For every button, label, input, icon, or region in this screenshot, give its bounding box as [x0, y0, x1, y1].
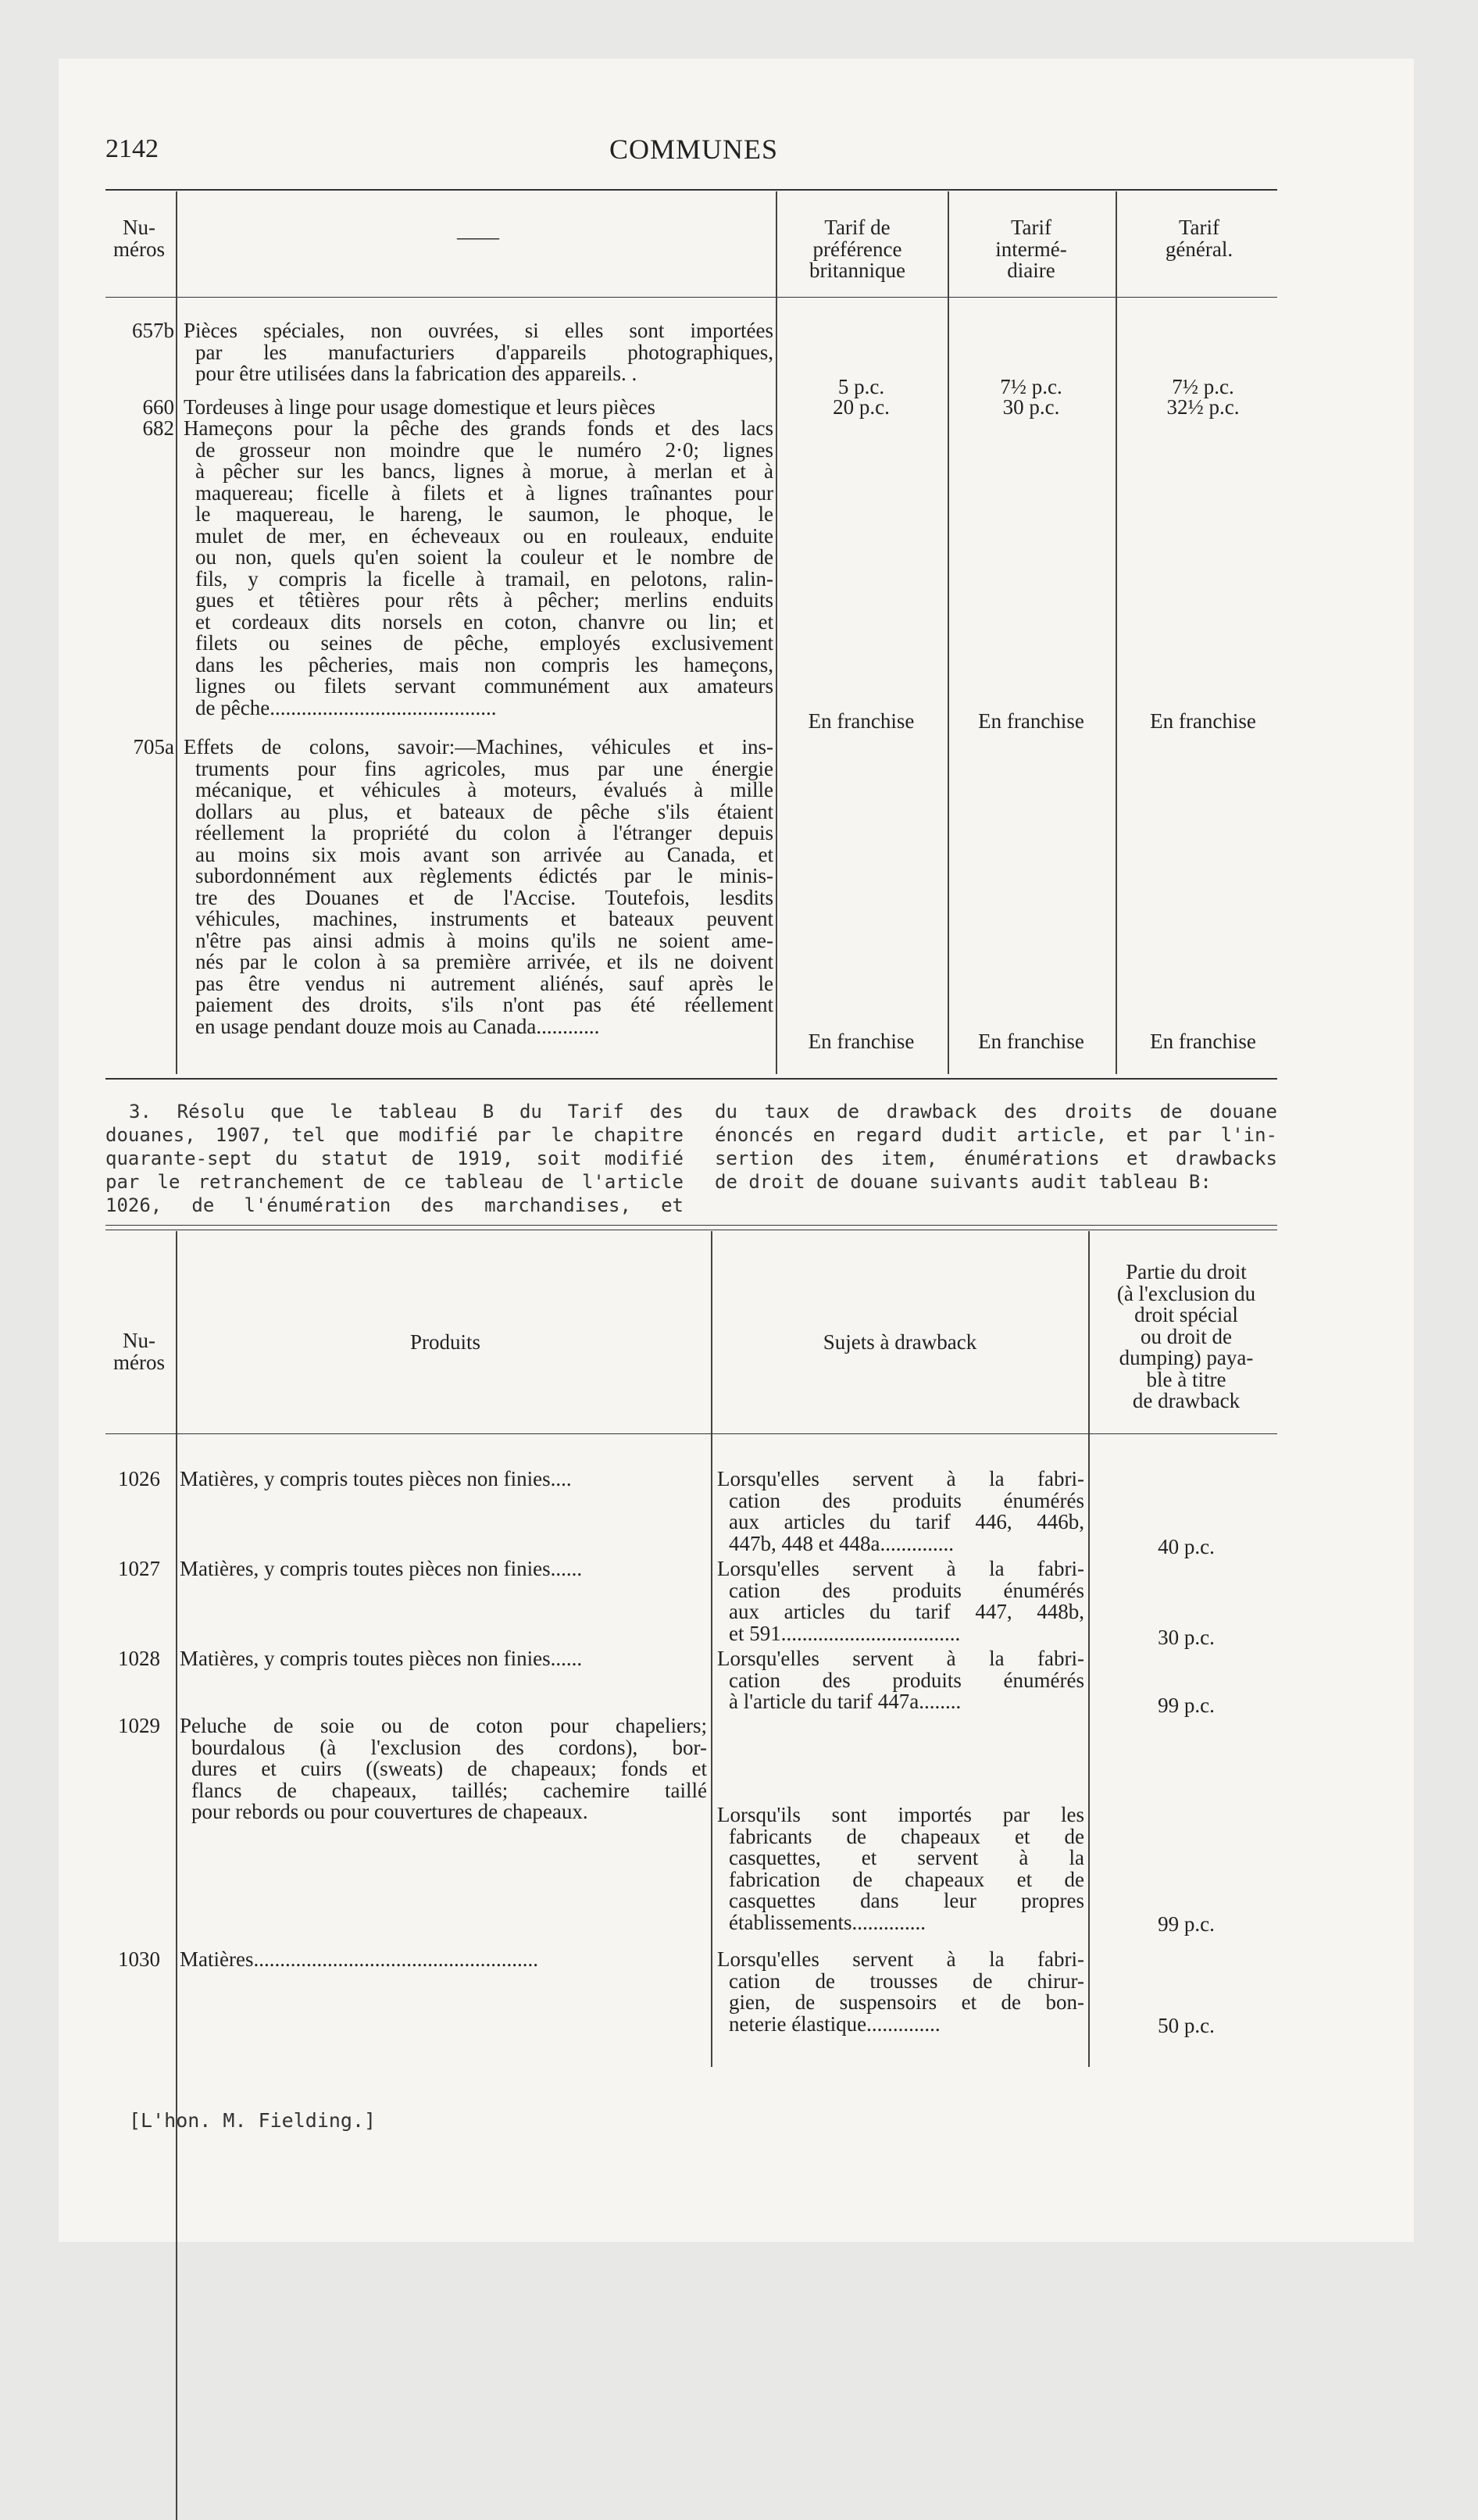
t1-row-general: 32½ p.c. — [1166, 395, 1240, 419]
t2-header-sujets: Sujets à drawback — [823, 1330, 977, 1354]
t2-row-sujets: Lorsqu'elles servent à la fabri- cation des produits énumérés aux articles du tarif 446, 446b, 447b, 448 et 448a.............. — [717, 1467, 1084, 1555]
t2-header-partie: Partie du droit (à l'exclusion du droit spécial ou droit de dumping) paya- ble à titre de drawback — [1116, 1260, 1256, 1412]
t1-row-pref: 5 p.c. — [837, 375, 885, 398]
t2-row-produits: Matières...................................................... — [180, 1947, 538, 1971]
header-rule — [105, 189, 1277, 191]
t1-row-number: 682 — [142, 416, 174, 440]
t1-row-description: Tordeuses à linge pour usage domestique et leurs pièces — [184, 395, 655, 419]
t1-row-inter: 30 p.c. — [1002, 395, 1060, 419]
t2-top-rule — [105, 1225, 1277, 1226]
t2-row-partie: 50 p.c. — [1158, 2014, 1215, 2037]
t1-row-description: Hameçons pour la pêche des grands fonds et des lacs de grosseur non moindre que le numéro 2·0; lignes à pêcher sur les bancs, lignes à morue, à merlan et à maquereau; ficelle à filets et à lignes traînantes pour le maquereau, le hareng, le saumon, le phoque, le mulet de mer, en écheveaux ou en rouleaux, enduite ou non, quels qu'en soient la couleur et le nombre de fils, y compris la ficelle à tramail, en pelotons, ralin- gues et têtières pour rêts à pêcher; merlins enduits et cordeaux dits norsels en coton, chanvre ou lin; et filets ou seines de pêche, employés exclusivement dans les pêcheries, mais non compris les hameçons, lignes ou filets servant communément aux amateurs de pêche........................................... — [184, 416, 773, 719]
t1-row-number: 657b — [132, 319, 174, 342]
t2-row-partie: 99 p.c. — [1158, 1694, 1215, 1717]
t1-header-inter: Tarif intermé- diaire — [995, 216, 1067, 282]
t1-row-description: Effets de colons, savoir:—Machines, véhicules et ins- truments pour fins agricoles, mus par une énergie mécanique, et véhicules à moteurs, évalués à mille dollars au plus, et bateaux de pêche s'ils étaient réellement la propriété du colon à l'étranger depuis au moins six mois avant son arrivée au Canada, et subordonnément aux règlements édictés par le minis- tre des Douanes et de l'Accise. Toutefois, lesdits véhicules, machines, instruments et bateaux peuvent n'être pas ainsi admis à moins qu'ils ne soient ame- nés par le colon à sa première arrivée, et ils ne doivent pas être vendus ni autrement aliénés, sauf après le paiement des droits, s'ils n'ont pas été réellement en usage pendant douze mois au Canada............ — [184, 735, 773, 1038]
t2-row-produits: Matières, y compris toutes pièces non finies.... — [180, 1467, 572, 1490]
t2-row-produits: Peluche de soie ou de coton pour chapeliers; bourdalous (à l'exclusion des cordons), bor- dures et cuirs ((sweats) de chapeaux; fonds et flancs de chapeaux, taillés; cachemire taillé pour rebords ou pour couvertures de chapeaux. — [180, 1714, 707, 1823]
t1-header-description: —— — [457, 225, 499, 248]
t2-col-divider — [711, 1231, 712, 2067]
t1-header-rule — [105, 297, 1277, 298]
t1-row-pref: En franchise — [808, 709, 915, 733]
t1-col-divider — [1116, 191, 1117, 1074]
t1-row-number: 660 — [142, 395, 174, 419]
t1-row-description: Pièces spéciales, non ouvrées, si elles sont importées par les manufacturiers d'appareils photographiques, pour être utilisées dans la fabrication des appareils. . — [184, 319, 773, 385]
t1-row-number: 705a — [133, 735, 174, 758]
page-number: 2142 — [105, 134, 159, 163]
t1-col-divider — [176, 191, 177, 1074]
t1-header-pref: Tarif de préférence britannique — [809, 216, 905, 282]
t2-row-number: 1030 — [118, 1947, 160, 1971]
t1-row-general: En franchise — [1150, 709, 1256, 733]
t2-row-number: 1029 — [118, 1714, 160, 1737]
t1-row-pref: 20 p.c. — [833, 395, 890, 419]
signature: [L'hon. M. Fielding.] — [129, 2109, 377, 2132]
t1-bottom-rule — [105, 1078, 1277, 1080]
t1-col-divider — [948, 191, 949, 1074]
t1-row-pref: En franchise — [808, 1030, 915, 1053]
t1-row-general: En franchise — [1150, 1030, 1256, 1053]
running-title: COMMUNES — [609, 134, 779, 165]
t2-row-sujets: Lorsqu'elles servent à la fabri- cation de trousses de chirur- gien, de suspensoirs et de bon- neterie élastique.............. — [717, 1947, 1084, 2036]
t1-row-inter: 7½ p.c. — [1000, 375, 1062, 398]
t1-col-divider — [776, 191, 777, 1074]
t2-row-partie: 40 p.c. — [1158, 1535, 1215, 1558]
t2-row-produits: Matières, y compris toutes pièces non finies...... — [180, 1647, 583, 1670]
t1-row-inter: En franchise — [978, 1030, 1084, 1053]
resolution-left: 3. Résolu que le tableau B du Tarif des douanes, 1907, tel que modifié par le chapitre quarante-sept du statut de 1919, soit modifié par le retranchement de ce tableau de l'article 1026, de l'énumération des marchandises, et — [105, 1101, 684, 1216]
t2-row-produits: Matières, y compris toutes pièces non finies...... — [180, 1557, 583, 1580]
t2-row-number: 1028 — [118, 1647, 160, 1670]
t2-header-rule — [105, 1433, 1277, 1434]
t2-row-number: 1027 — [118, 1557, 160, 1580]
t1-row-inter: En franchise — [978, 709, 1084, 733]
t2-row-sujets: Lorsqu'elles servent à la fabri- cation des produits énumérés à l'article du tarif 447a........ — [717, 1647, 1084, 1713]
t1-header-numero: Nu- méros — [113, 216, 165, 261]
t1-row-general: 7½ p.c. — [1172, 375, 1234, 398]
resolution-right: du taux de drawback des droits de douane énoncés en regard dudit article, et par l'in- sertion des item, énumérations et drawbacks de droit de douane suivants audit tableau B: — [715, 1101, 1277, 1193]
t2-col-divider — [1088, 1231, 1090, 2067]
t2-row-partie: 30 p.c. — [1158, 1626, 1215, 1649]
t2-col-divider — [176, 1231, 177, 2520]
t1-header-general: Tarif général. — [1165, 216, 1233, 261]
t2-row-sujets: Lorsqu'ils sont importés par les fabricants de chapeaux et de casquettes, et servent à la fabrication de chapeaux et de casquettes dans leur propres établissements.............. — [717, 1803, 1084, 1934]
t2-header-produits: Produits — [409, 1330, 481, 1354]
t2-header-numero: Nu- méros — [113, 1329, 165, 1374]
t2-row-sujets: Lorsqu'elles servent à la fabri- cation des produits énumérés aux articles du tarif 447, 448b, et 591.................................. — [717, 1557, 1084, 1645]
t2-row-partie: 99 p.c. — [1158, 1912, 1215, 1936]
t2-row-number: 1026 — [118, 1467, 160, 1490]
